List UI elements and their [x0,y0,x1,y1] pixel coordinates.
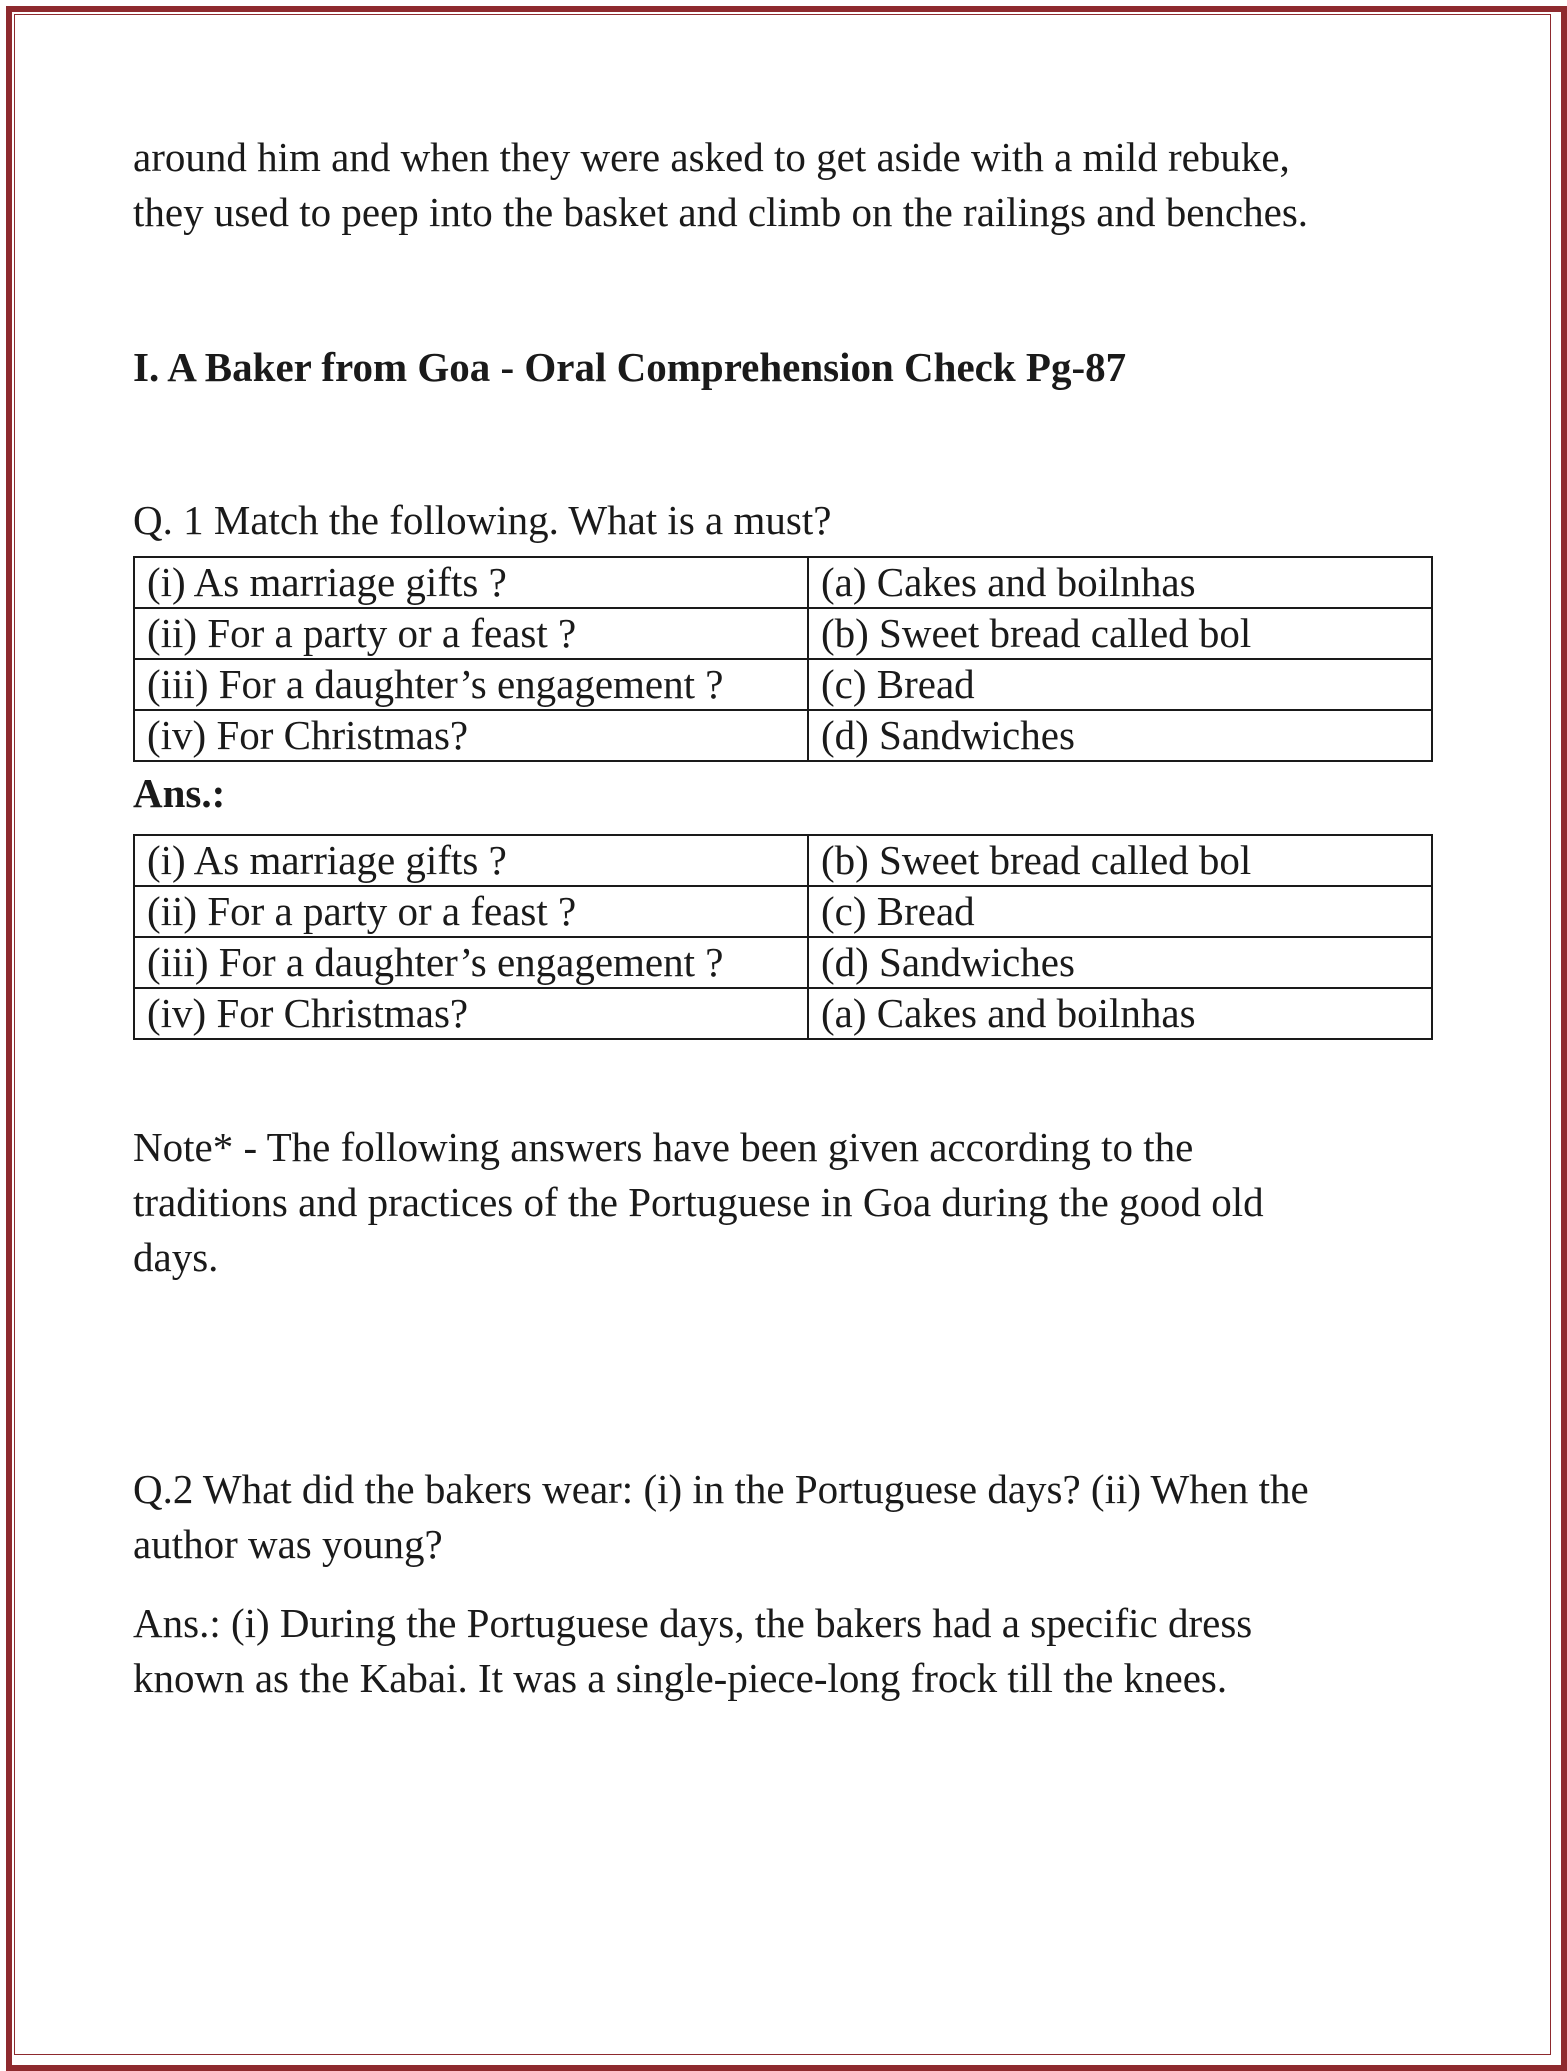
table-row [134,886,1432,937]
question-1: Q. 1 Match the following. What is a must? [133,497,832,543]
note-line: traditions and practices of the Portuguese in Goa during the good old [133,1179,1264,1225]
table-cell-right: (d) Sandwiches [808,937,1432,988]
answer-2 [133,1596,1443,1706]
answer-table [133,834,1433,1040]
table-cell-left: (iii) For a daughter’s engagement ? [134,937,808,988]
table-cell-right: (a) Cakes and boilnhas [808,988,1432,1039]
table-cell-right: (b) Sweet bread called bol [808,835,1432,886]
note-paragraph [133,1120,1443,1285]
table-cell-right: (c) Bread [808,659,1432,710]
table-cell-left: (iv) For Christmas? [134,988,808,1039]
table-cell-left: (i) As marriage gifts ? [134,835,808,886]
answer-2-line: Ans.: (i) During the Portuguese days, the bakers had a specific dress [133,1600,1253,1646]
match-table [133,556,1433,762]
table-cell-right: (b) Sweet bread called bol [808,608,1432,659]
intro-line: they used to peep into the basket and climb on the railings and benches. [133,189,1309,235]
table-cell-left: (ii) For a party or a feast ? [134,608,808,659]
table-row [134,835,1432,886]
table-row [134,710,1432,761]
table-cell-left: (ii) For a party or a feast ? [134,886,808,937]
table-cell-left: (iv) For Christmas? [134,710,808,761]
question-2-line: Q.2 What did the bakers wear: (i) in the Portuguese days? (ii) When the [133,1466,1309,1512]
table-cell-left: (iii) For a daughter’s engagement ? [134,659,808,710]
table-row [134,988,1432,1039]
intro-paragraph [133,130,1443,240]
table-row [134,937,1432,988]
answer-2-line: known as the Kabai. It was a single-piece-long frock till the knees. [133,1655,1228,1701]
table-cell-left: (i) As marriage gifts ? [134,557,808,608]
intro-line: around him and when they were asked to get aside with a mild rebuke, [133,134,1290,180]
question-2 [133,1462,1443,1572]
table-cell-right: (c) Bread [808,886,1432,937]
answer-label: Ans.: [133,770,226,816]
page-content [133,130,1443,1706]
section-heading: I. A Baker from Goa - Oral Comprehension Check Pg-87 [133,344,1127,390]
table-row [134,557,1432,608]
table-row [134,659,1432,710]
table-row [134,608,1432,659]
note-line: days. [133,1234,219,1280]
table-cell-right: (d) Sandwiches [808,710,1432,761]
table-cell-right: (a) Cakes and boilnhas [808,557,1432,608]
question-2-line: author was young? [133,1521,443,1567]
note-line: Note* - The following answers have been given according to the [133,1124,1194,1170]
